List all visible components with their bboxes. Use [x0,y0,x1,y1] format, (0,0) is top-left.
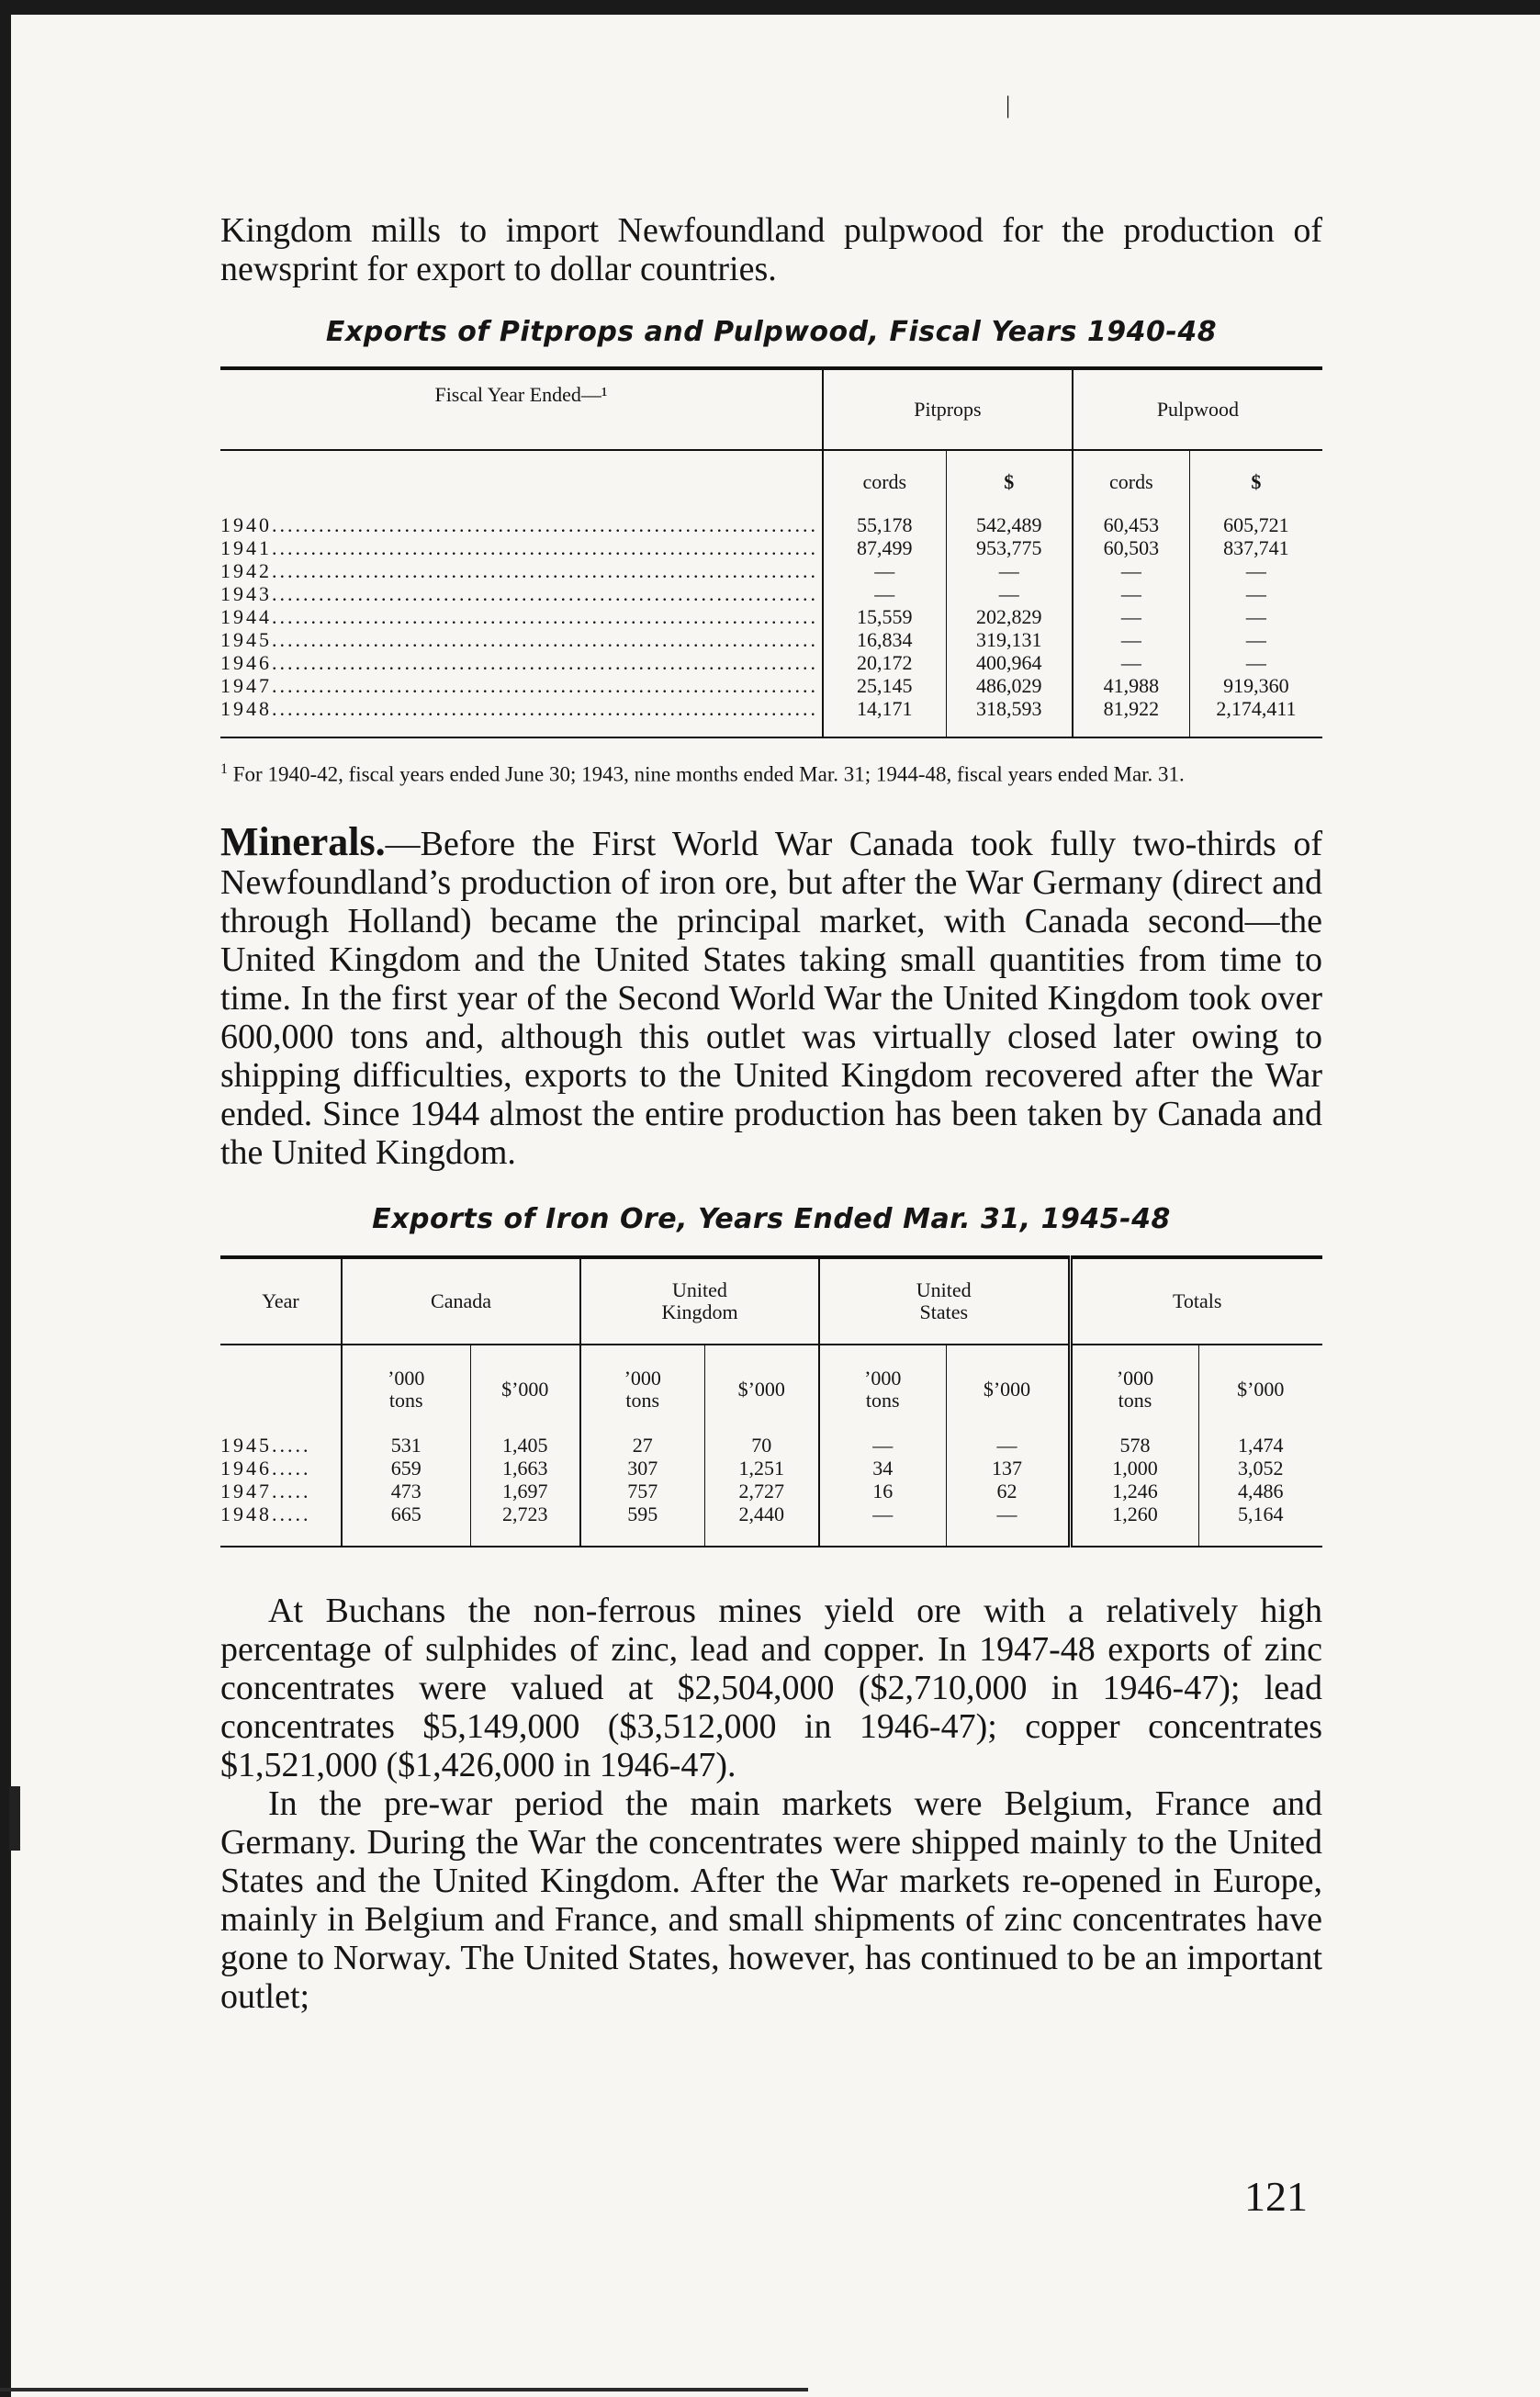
iron-cell-tot-dollars: 1,474 [1238,1433,1284,1457]
iron-cell-uk-tons: 27 [580,1434,704,1457]
pulp-cell-pulp-dollars: 2,174,411 [1216,697,1297,720]
pulp-cell-pulp-dollars: — [1245,582,1266,605]
pulp-cell-pit-cords: 16,834 [823,628,946,651]
iron-year-label: 1946 [220,1456,272,1480]
pulp-cell-pulp-cords: 60,453 [1073,513,1189,536]
pulp-cell-pulp-dollars: — [1245,559,1266,582]
iron-cell-can-dollars: 1,405 [470,1434,580,1457]
iron-group-uk-line2: Kingdom [661,1300,738,1323]
iron-unit-tons [1070,1345,1198,1434]
iron-unit-tons [580,1345,704,1434]
pulp-cell-pulp-cords: — [1073,605,1189,628]
iron-unit-dollars: $’000 [946,1345,1070,1434]
iron-cell-can-tons: 659 [342,1457,470,1480]
iron-cell-can-dollars: 1,697 [470,1480,580,1502]
iron-unit-dollars: $’000 [1237,1377,1285,1401]
pulp-year-label: 1943 [220,582,272,605]
pulp-unit-pulp-dollars: $ [1251,470,1262,493]
iron-cell-year: 1945..... [220,1434,342,1457]
iron-row [220,1434,1322,1457]
iron-col-year: Year [220,1257,342,1345]
pulp-cell-year: 1948...................................................................... [220,697,823,720]
iron-unit-tons-line2: tons [388,1388,423,1412]
iron-cell-tot-tons: 1,260 [1070,1502,1198,1525]
iron-unit-tons-line1: ’000 [1116,1366,1154,1390]
pulp-cell-pit-cords: — [823,582,946,605]
pulp-group-pulpwood: Pulpwood [1073,368,1322,450]
iron-unit-tons-line2: tons [865,1388,900,1412]
iron-cell-tot-dollars: 3,052 [1238,1456,1284,1480]
iron-group-totals: Totals [1070,1257,1322,1345]
iron-cell-us-tons: 34 [819,1457,946,1480]
iron-cell-us-dollars: 137 [946,1457,1070,1480]
minerals-heading: Minerals. [220,818,386,864]
page-number: 121 [1244,2173,1308,2220]
scan-border-top [0,0,1540,15]
iron-cell-year: 1947..... [220,1480,342,1502]
top-mark: | [1006,92,1011,118]
iron-unit-tons-line2: tons [625,1388,660,1412]
iron-group-canada: Canada [342,1257,580,1345]
pulp-year-label: 1940 [220,513,272,536]
pulp-cell-pulp-cords: 41,988 [1073,674,1189,697]
iron-cell-tot-tons: 578 [1070,1434,1198,1457]
pulp-cell-pit-cords: 14,171 [823,697,946,720]
iron-cell-us-tons: — [819,1502,946,1525]
iron-cell-us-dollars: 62 [946,1480,1070,1502]
iron-cell-tot-dollars: 4,486 [1238,1479,1284,1502]
pulp-row [220,605,1322,628]
pulp-cell-pit-dollars: 953,775 [946,536,1073,559]
iron-unit-tons [819,1345,946,1434]
footnote-text: For 1940-42, fiscal years ended June 30; 1943, nine months ended Mar. 31; 1944-48, fiscal years ended Mar. 31. [232,762,1185,786]
pulp-cell-pulp-dollars: — [1245,651,1266,674]
pulp-footnote [220,759,1322,786]
page-content [220,211,1322,2016]
minerals-text: —Before the First World War Canada took fully two-thirds of Newfoundland’s production of iron ore, but after the War Germany (direct and through Holland) became the principal market, with Canada second—the United Kingdom and the United States taking small quantities from time to time. In the first year of the Second World War the United Kingdom took over 600,000 tons and, although this outlet was virtually closed later owing to shipping difficulties, exports to the United Kingdom recovered after the War ended. Since 1944 almost the entire production has been taken by Canada and the United Kingdom. [220,824,1322,1172]
iron-row [220,1502,1322,1525]
iron-cell-tot-tons: 1,000 [1070,1457,1198,1480]
iron-cell-us-dollars: — [946,1502,1070,1525]
pulp-cell-pulp-cords: — [1073,559,1189,582]
pulp-row [220,628,1322,651]
pulp-cell-year: 1940...................................................................... [220,513,823,536]
iron-cell-uk-dollars: 70 [704,1434,819,1457]
pulp-cell-pit-dollars: — [946,582,1073,605]
scan-mark [9,1786,20,1851]
buchans-paragraph: At Buchans the non-ferrous mines yield ore with a relatively high percentage of sulphides of zinc, lead and copper. In 1947-48 exports of zinc concentrates were valued at $2,504,000 ($2,710,000 in 1946-47); lead concentrates $5,149,000 ($3,512,000 in 1946-47); copper concentrates $1,521,000 ($1,426,000 in 1946-47). [220,1591,1322,1784]
pulp-row [220,536,1322,559]
iron-year-label: 1948 [220,1502,272,1525]
pulp-cell-pit-cords: 87,499 [823,536,946,559]
pulp-year-label: 1945 [220,628,272,651]
pulp-cell-pit-cords: 25,145 [823,674,946,697]
iron-cell-can-tons: 531 [342,1434,470,1457]
pulp-cell-pit-dollars: — [946,559,1073,582]
pulp-cell-pulp-dollars: 605,721 [1223,513,1289,536]
iron-table-title: Exports of Iron Ore, Years Ended Mar. 31, 1945-48 [372,1202,1171,1235]
iron-cell-can-tons: 665 [342,1502,470,1525]
iron-unit-tons-line1: ’000 [864,1366,902,1390]
pulp-unit-pulp-cords: cords [1073,450,1189,513]
iron-cell-uk-dollars: 2,440 [704,1502,819,1525]
pulp-cell-year: 1941...................................................................... [220,536,823,559]
iron-group-us-line1: United [916,1277,972,1301]
pulp-unit-pit-dollars: $ [946,450,1073,513]
pulp-cell-pit-cords: 55,178 [823,513,946,536]
iron-cell-uk-tons: 595 [580,1502,704,1525]
iron-unit-dollars: $’000 [470,1345,580,1434]
pulp-year-label: 1947 [220,674,272,697]
scan-border-left [0,0,11,2397]
pulp-cell-year: 1944...................................................................... [220,605,823,628]
pulp-row [220,651,1322,674]
iron-cell-can-dollars: 1,663 [470,1457,580,1480]
pulp-cell-pulp-dollars: 919,360 [1223,674,1289,697]
iron-cell-uk-tons: 757 [580,1480,704,1502]
iron-cell-us-tons: — [819,1434,946,1457]
pulp-cell-pulp-dollars: — [1245,605,1266,628]
pulp-cell-year: 1942...................................................................... [220,559,823,582]
pulp-group-pitprops: Pitprops [823,368,1073,450]
pulp-cell-pulp-dollars: 837,741 [1223,536,1289,559]
iron-group-us [819,1257,1070,1345]
pulp-cell-pulp-cords: — [1073,651,1189,674]
iron-cell-us-tons: 16 [819,1480,946,1502]
pulp-year-label: 1948 [220,697,272,720]
iron-year-label: 1947 [220,1479,272,1502]
iron-unit-spacer [220,1345,342,1434]
pulp-cell-pit-dollars: 486,029 [946,674,1073,697]
iron-year-label: 1945 [220,1433,272,1457]
iron-cell-year: 1948..... [220,1502,342,1525]
pulp-cell-pit-dollars: 542,489 [946,513,1073,536]
iron-cell-us-dollars: — [946,1434,1070,1457]
iron-row [220,1457,1322,1480]
iron-unit-tons-line2: tons [1118,1388,1152,1412]
iron-unit-dollars: $’000 [704,1345,819,1434]
iron-group-uk-line1: United [672,1277,727,1301]
pulp-row [220,559,1322,582]
iron-cell-uk-dollars: 2,727 [704,1480,819,1502]
pulp-unit-pit-cords: cords [823,450,946,513]
pulp-cell-year: 1947...................................................................... [220,674,823,697]
iron-cell-can-tons: 473 [342,1480,470,1502]
pulp-row [220,513,1322,536]
pulp-cell-pit-cords: — [823,559,946,582]
iron-cell-tot-dollars: 5,164 [1238,1502,1284,1525]
pulp-cell-year: 1945...................................................................... [220,628,823,651]
iron-cell-uk-dollars: 1,251 [704,1457,819,1480]
iron-cell-uk-tons: 307 [580,1457,704,1480]
minerals-paragraph [220,818,1322,1172]
pulp-year-label: 1941 [220,536,272,559]
pulp-row [220,674,1322,697]
pulp-row [220,697,1322,720]
pulp-table-title: Exports of Pitprops and Pulpwood, Fiscal Years 1940-48 [325,316,1218,348]
pulp-year-label: 1942 [220,559,272,582]
pulp-table [220,366,1322,738]
prewar-paragraph: In the pre-war period the main markets were Belgium, France and Germany. During the War the concentrates were shipped mainly to the United States and the United Kingdom. After the War markets re-opened in Europe, mainly in Belgium and France, and small shipments of zinc concentrates have gone to Norway. The United States, however, has continued to be an important outlet; [220,1784,1322,2016]
iron-cell-can-dollars: 2,723 [470,1502,580,1525]
pulp-cell-pulp-cords: 60,503 [1073,536,1189,559]
iron-group-uk [580,1257,819,1345]
pulp-cell-pulp-dollars: — [1245,628,1266,651]
pulp-row [220,582,1322,605]
footnote-marker: 1 [220,761,228,777]
pulp-unit-spacer [220,450,823,513]
pulp-cell-pulp-cords: 81,922 [1073,697,1189,720]
iron-unit-tons-line1: ’000 [388,1366,425,1390]
pulp-cell-pit-dollars: 319,131 [946,628,1073,651]
pulp-cell-year: 1943...................................................................... [220,582,823,605]
iron-group-us-line2: States [919,1300,969,1323]
scan-border-bottom [0,2388,808,2391]
pulp-cell-pulp-cords: — [1073,582,1189,605]
pulp-cell-pit-dollars: 202,829 [946,605,1073,628]
pulp-col-fiscal-year: Fiscal Year Ended—¹ [220,368,823,450]
pulp-year-label: 1944 [220,605,272,628]
pulp-cell-pit-cords: 20,172 [823,651,946,674]
pulp-cell-pulp-cords: — [1073,628,1189,651]
pulp-cell-pit-dollars: 400,964 [946,651,1073,674]
iron-row [220,1480,1322,1502]
pulp-cell-year: 1946...................................................................... [220,651,823,674]
iron-cell-tot-tons: 1,246 [1070,1480,1198,1502]
pulp-cell-pit-cords: 15,559 [823,605,946,628]
iron-table [220,1255,1322,1547]
pulp-cell-pit-dollars: 318,593 [946,697,1073,720]
pulp-year-label: 1946 [220,651,272,674]
iron-cell-year: 1946..... [220,1457,342,1480]
intro-paragraph: Kingdom mills to import Newfoundland pulpwood for the production of newsprint for export to dollar countries. [220,211,1322,288]
iron-unit-tons [342,1345,470,1434]
iron-unit-tons-line1: ’000 [624,1366,661,1390]
